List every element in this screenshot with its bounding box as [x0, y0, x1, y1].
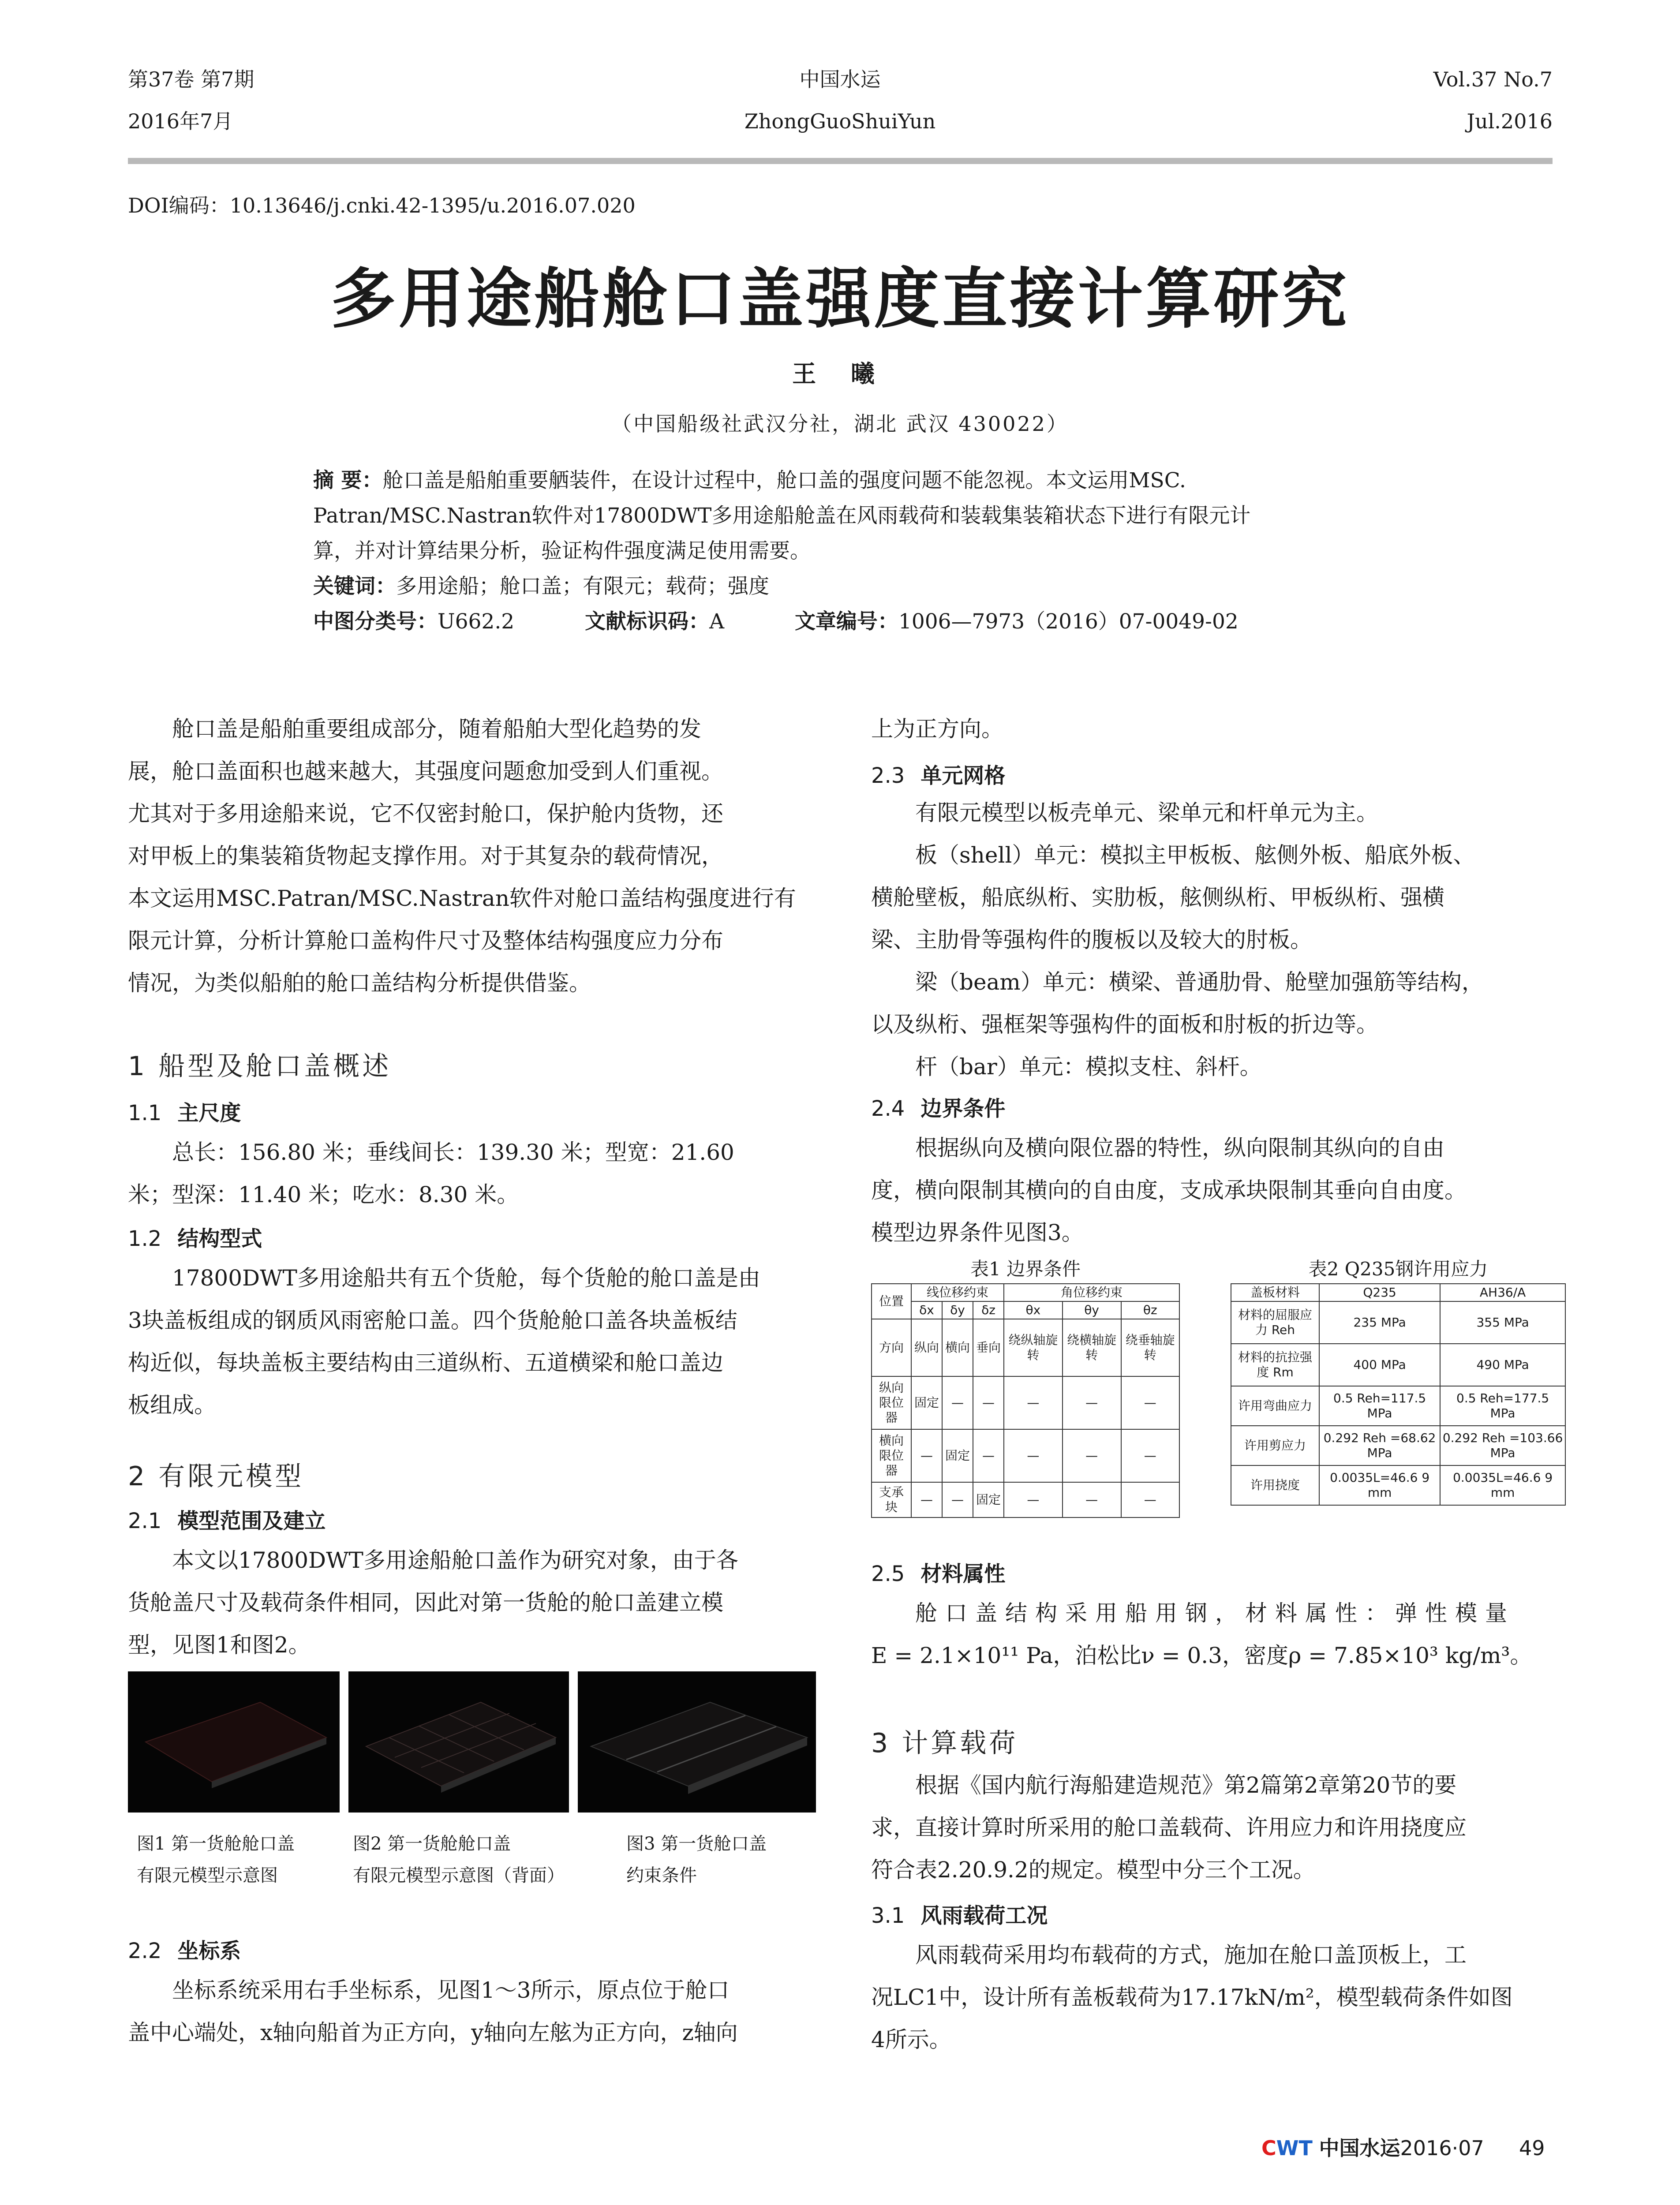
- table-cell: θy: [1063, 1301, 1121, 1319]
- caption-line: 有限元模型示意图（背面）: [353, 1865, 565, 1886]
- header-volume: 第37卷 第7期: [128, 67, 254, 91]
- section-number: 2.4: [871, 1096, 905, 1121]
- paragraph-line: 米；型深：11.40 米；吃水：8.30 米。: [128, 1182, 519, 1207]
- section-2-3-body: [871, 792, 1559, 1088]
- table-cell: 490 MPa: [1440, 1344, 1565, 1386]
- table-cell: 材料的抗拉强度 Rm: [1231, 1344, 1319, 1386]
- paragraph-line: 风雨载荷采用均布载荷的方式，施加在舱口盖顶板上，工: [915, 1942, 1467, 1968]
- header-volume-en: Vol.37 No.7: [1433, 67, 1553, 91]
- doi: DOI编码：10.13646/j.cnki.42-1395/u.2016.07.020: [128, 194, 636, 217]
- table-cell: 绕横轴旋转: [1063, 1319, 1121, 1376]
- article-no-label: 文章编号：: [794, 609, 898, 634]
- paragraph-line: 根据《国内航行海船建造规范》第2篇第2章第20节的要: [915, 1772, 1457, 1798]
- paragraph-line: 情况，为类似船舶的舱口盖结构分析提供借鉴。: [128, 970, 591, 996]
- section-title: 风雨载荷工况: [920, 1903, 1048, 1928]
- paragraph-line: 上为正方向。: [871, 716, 1003, 742]
- section-2-3-heading: [871, 759, 1005, 789]
- paragraph-line: 板（shell）单元：模拟主甲板板、舷侧外板、船底外板、: [915, 842, 1475, 868]
- table-cell: 355 MPa: [1440, 1301, 1565, 1344]
- figure-3-caption: [626, 1828, 767, 1891]
- paragraph-line: 舱口盖结构采用船用钢，材料属性：弹性模量: [915, 1600, 1515, 1626]
- table-cell: —: [1063, 1482, 1121, 1517]
- section-2-4-heading: [871, 1091, 1005, 1122]
- figure-2-caption: [353, 1828, 565, 1891]
- paragraph-line: E = 2.1×10¹¹ Pa，泊松比ν = 0.3，密度ρ = 7.85×10³ kg/m³。: [871, 1643, 1532, 1668]
- paragraph-line: 况LC1中，设计所有盖板载荷为17.17kN/m²，模型载荷条件如图: [871, 1984, 1513, 2010]
- table-cell: 盖板材料: [1231, 1284, 1319, 1301]
- paragraph-line: 盖中心端处，x轴向船首为正方向，y轴向左舷为正方向，z轴向: [128, 2020, 738, 2045]
- header-journal-cn: 中国水运: [799, 67, 881, 91]
- paragraph-line: 17800DWT多用途船共有五个货舱，每个货舱的舱口盖是由: [172, 1265, 760, 1291]
- table-cell: θz: [1121, 1301, 1179, 1319]
- section-number: 2.5: [871, 1562, 905, 1586]
- clc-label: 中图分类号：: [313, 609, 438, 634]
- paragraph-line: 求，直接计算时所采用的舱口盖载荷、许用应力和许用挠度应: [871, 1815, 1467, 1840]
- table-cell: 角位移约束: [1004, 1284, 1179, 1301]
- table-cell: —: [911, 1482, 942, 1517]
- keywords: 多用途船；舱口盖；有限元；载荷；强度: [396, 574, 769, 598]
- section-2-heading: 2 有限元模型: [128, 1461, 304, 1492]
- footer-journal: 中国水运: [1319, 2136, 1400, 2160]
- doc-code-label: 文献标识码：: [585, 609, 710, 634]
- abstract-line: 算，并对计算结果分析，验证构件强度满足使用需要。: [313, 539, 811, 563]
- caption-line: 有限元模型示意图: [137, 1865, 278, 1886]
- paragraph-line: 梁、主肋骨等强构件的腹板以及较大的肘板。: [871, 927, 1312, 953]
- table-cell: 0.292 Reh =103.66 MPa: [1440, 1426, 1565, 1465]
- table-cell: 400 MPa: [1319, 1344, 1440, 1386]
- paragraph-line: 总长：156.80 米；垂线间长：139.30 米；型宽：21.60: [172, 1140, 734, 1165]
- caption-line: 图1 第一货舱舱口盖: [137, 1834, 295, 1854]
- table-cell: 横向限位器: [872, 1429, 911, 1482]
- section-title: 主尺度: [177, 1101, 241, 1125]
- section-number: 2.3: [871, 763, 905, 788]
- section-1-1-heading: [128, 1096, 241, 1126]
- table-cell: δx: [911, 1301, 942, 1319]
- table-cell: 固定: [911, 1376, 942, 1429]
- caption-line: 图3 第一货舱口盖: [626, 1834, 767, 1854]
- paper-title: 多用途船舱口盖强度直接计算研究: [330, 261, 1350, 337]
- table-cell: θx: [1004, 1301, 1063, 1319]
- table-1: [871, 1283, 1180, 1518]
- paragraph-line: 杆（bar）单元：模拟支柱、斜杆。: [915, 1054, 1262, 1080]
- section-3-1-body: [871, 1934, 1559, 2061]
- keywords-label: 关键词：: [313, 574, 396, 598]
- table-cell: —: [1004, 1376, 1063, 1429]
- table-2-caption: 表2 Q235钢许用应力: [1308, 1258, 1488, 1280]
- table-cell: —: [1121, 1376, 1179, 1429]
- table-cell: 纵向: [911, 1319, 942, 1376]
- paragraph-line: 对甲板上的集装箱货物起支撑作用。对于其复杂的载荷情况，: [128, 843, 723, 869]
- table-1-caption: 表1 边界条件: [970, 1258, 1081, 1280]
- table-cell: 垂向: [973, 1319, 1004, 1376]
- hatch-cover-model-icon: [128, 1671, 340, 1813]
- paragraph-line: 梁（beam）单元：横梁、普通肋骨、舱壁加强筋等结构，: [915, 969, 1484, 995]
- section-2-1-body: [128, 1539, 816, 1666]
- paragraph-line: 构近似，每块盖板主要结构由三道纵桁、五道横梁和舱口盖边: [128, 1350, 723, 1375]
- footer-date: 2016·07: [1400, 2136, 1484, 2160]
- section-2-2-body: [128, 1969, 816, 2054]
- table-cell: —: [973, 1376, 1004, 1429]
- table-cell: 0.5 Reh=177.5 MPa: [1440, 1386, 1565, 1426]
- caption-line: 图2 第一货舱舱口盖: [353, 1834, 511, 1854]
- section-3-1-heading: [871, 1899, 1048, 1929]
- table-cell: 许用弯曲应力: [1231, 1386, 1319, 1426]
- section-title: 边界条件: [920, 1096, 1006, 1121]
- table-cell: —: [1063, 1429, 1121, 1482]
- caption-line: 约束条件: [626, 1865, 697, 1886]
- author: 王 曦: [792, 360, 888, 388]
- hatch-cover-constraint-icon: [578, 1671, 816, 1813]
- table-cell: 许用剪应力: [1231, 1426, 1319, 1465]
- right-column-top: [871, 708, 1559, 750]
- hatch-cover-back-model-icon: [348, 1671, 569, 1813]
- table-cell: 方向: [872, 1319, 911, 1376]
- section-2-4-body: [871, 1127, 1559, 1254]
- section-title: 坐标系: [177, 1939, 241, 1963]
- paragraph-line: 以及纵桁、强框架等强构件的面板和肘板的折边等。: [871, 1012, 1378, 1037]
- table-cell: 固定: [973, 1482, 1004, 1517]
- header-rule: [128, 158, 1553, 164]
- table-cell: 纵向限位器: [872, 1376, 911, 1429]
- table-cell: —: [973, 1429, 1004, 1482]
- article-no: 1006—7973（2016）07-0049-02: [898, 609, 1238, 634]
- paragraph-line: 本文以17800DWT多用途船舱口盖作为研究对象，由于各: [172, 1547, 738, 1573]
- table-cell: δz: [973, 1301, 1004, 1319]
- table-cell: Q235: [1319, 1284, 1440, 1301]
- table-cell: 绕纵轴旋转: [1004, 1319, 1063, 1376]
- section-2-2-heading: [128, 1934, 241, 1964]
- figure-1-image: [128, 1671, 340, 1813]
- table-cell: 235 MPa: [1319, 1301, 1440, 1344]
- paragraph-line: 本文运用MSC.Patran/MSC.Nastran软件对舱口盖结构强度进行有: [128, 886, 796, 911]
- table-cell: —: [942, 1482, 973, 1517]
- clc: U662.2: [438, 609, 515, 634]
- affiliation: （中国船级社武汉分社，湖北 武汉 430022）: [611, 412, 1069, 436]
- table-cell: 线位移约束: [911, 1284, 1004, 1301]
- abstract: [313, 463, 1385, 639]
- table-cell: —: [1121, 1482, 1179, 1517]
- table-cell: 0.5 Reh=117.5 MPa: [1319, 1386, 1440, 1426]
- table-cell: —: [942, 1376, 973, 1429]
- left-column: [128, 708, 816, 1004]
- section-title: 材料属性: [920, 1562, 1006, 1586]
- table-cell: 0.0035L=46.6 9 mm: [1440, 1465, 1565, 1505]
- abstract-label: 摘 要：: [313, 468, 383, 493]
- section-title: 模型范围及建立: [177, 1509, 326, 1533]
- table-cell: 材料的屈服应力 Reh: [1231, 1301, 1319, 1344]
- table-cell: 横向: [942, 1319, 973, 1376]
- table-cell: —: [1004, 1429, 1063, 1482]
- paragraph-line: 有限元模型以板壳单元、梁单元和杆单元为主。: [915, 800, 1378, 826]
- table-cell: —: [1004, 1482, 1063, 1517]
- cwt-logo-c: C: [1261, 2136, 1276, 2160]
- section-1-2-body: [128, 1257, 816, 1426]
- table-cell: δy: [942, 1301, 973, 1319]
- figure-2-image: [348, 1671, 569, 1813]
- section-number: 1.1: [128, 1101, 162, 1125]
- table-cell: AH36/A: [1440, 1284, 1565, 1301]
- section-number: 2.1: [128, 1509, 162, 1533]
- paragraph-line: 横舱壁板，船底纵桁、实肋板，舷侧纵桁、甲板纵桁、强横: [871, 885, 1444, 910]
- paragraph-line: 货舱盖尺寸及载荷条件相同，因此对第一货舱的舱口盖建立模: [128, 1590, 723, 1615]
- section-title: 结构型式: [177, 1226, 262, 1251]
- figure-3-image: [578, 1671, 816, 1813]
- paragraph-line: 限元计算，分析计算舱口盖构件尺寸及整体结构强度应力分布: [128, 928, 723, 953]
- footer: [1261, 2132, 1545, 2161]
- paragraph-line: 度，横向限制其横向的自由度，支成承块限制其垂向自由度。: [871, 1177, 1467, 1203]
- table-cell: —: [1121, 1429, 1179, 1482]
- section-title: 单元网格: [920, 763, 1006, 788]
- paragraph-line: 3块盖板组成的钢质风雨密舱口盖。四个货舱舱口盖各块盖板结: [128, 1308, 737, 1333]
- section-number: 3.1: [871, 1903, 905, 1928]
- paragraph-line: 4所示。: [871, 2027, 951, 2052]
- table-cell: —: [1063, 1376, 1121, 1429]
- paragraph-line: 模型边界条件见图3。: [871, 1220, 1084, 1245]
- paragraph-line: 型，见图1和图2。: [128, 1632, 311, 1658]
- section-number: 2.2: [128, 1939, 162, 1963]
- page-number: 49: [1519, 2136, 1545, 2160]
- paragraph-line: 坐标系统采用右手坐标系，见图1～3所示，原点位于舱口: [172, 1977, 730, 2003]
- header-date: 2016年7月: [128, 109, 233, 133]
- paragraph-line: 尤其对于多用途船来说，它不仅密封舱口，保护舱内货物，还: [128, 801, 723, 826]
- doc-code: A: [709, 609, 725, 634]
- section-number: 1.2: [128, 1226, 162, 1251]
- section-1-heading: 1 船型及舱口盖概述: [128, 1051, 392, 1082]
- section-1-1-body: [128, 1131, 816, 1216]
- table-cell: 0.292 Reh =68.62 MPa: [1319, 1426, 1440, 1465]
- table-cell: 支承块: [872, 1482, 911, 1517]
- table-cell: 许用挠度: [1231, 1465, 1319, 1505]
- section-2-5-body: [871, 1592, 1559, 1677]
- paragraph-line: 板组成。: [128, 1392, 216, 1418]
- table-cell: 固定: [942, 1429, 973, 1482]
- paragraph-line: 舱口盖是船舶重要组成部分，随着船舶大型化趋势的发: [172, 716, 701, 742]
- header-journal-en: ZhongGuoShuiYun: [744, 109, 936, 133]
- paragraph-line: 展，舱口盖面积也越来越大，其强度问题愈加受到人们重视。: [128, 759, 723, 784]
- cwt-logo-wt: WT: [1276, 2136, 1313, 2160]
- table-cell: 0.0035L=46.6 9 mm: [1319, 1465, 1440, 1505]
- table-cell: 位置: [872, 1284, 911, 1319]
- section-1-2-heading: [128, 1222, 262, 1252]
- abstract-line: 舱口盖是船舶重要舾装件，在设计过程中，舱口盖的强度问题不能忽视。本文运用MSC.: [382, 468, 1186, 493]
- table-2: [1231, 1283, 1566, 1506]
- section-2-1-heading: [128, 1504, 326, 1534]
- section-3-body: [871, 1764, 1559, 1891]
- abstract-line: Patran/MSC.Nastran软件对17800DWT多用途船舱盖在风雨载荷和装载集装箱状态下进行有限元计: [313, 504, 1251, 528]
- table-cell: 绕垂轴旋转: [1121, 1319, 1179, 1376]
- header-date-en: Jul.2016: [1467, 109, 1553, 133]
- figure-1-caption: [137, 1828, 295, 1891]
- table-cell: —: [911, 1429, 942, 1482]
- paragraph-line: 符合表2.20.9.2的规定。模型中分三个工况。: [871, 1857, 1315, 1883]
- paragraph-line: 根据纵向及横向限位器的特性，纵向限制其纵向的自由: [915, 1135, 1444, 1161]
- section-2-5-heading: [871, 1557, 1005, 1587]
- section-3-heading: 3 计算载荷: [871, 1728, 1018, 1759]
